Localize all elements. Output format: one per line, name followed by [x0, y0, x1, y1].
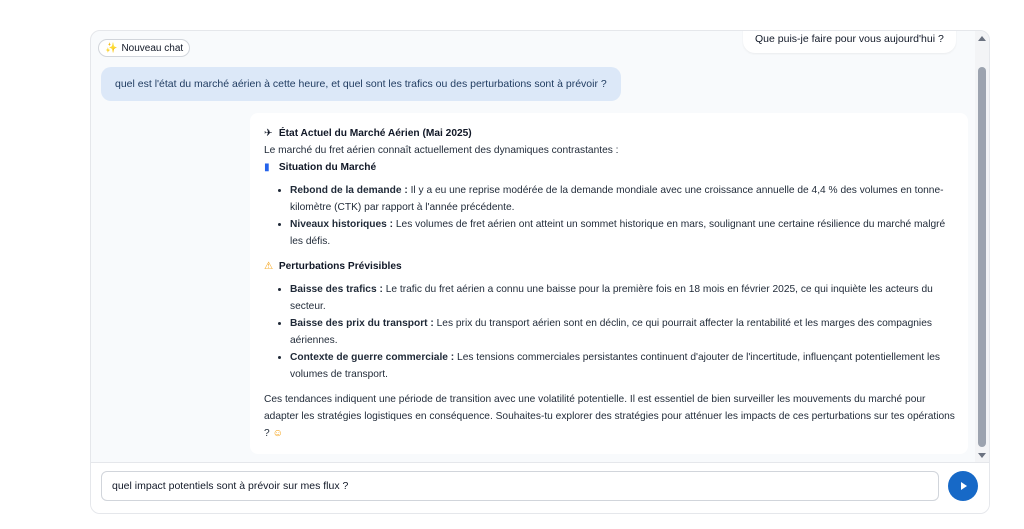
new-chat-button[interactable]	[98, 39, 190, 57]
scroll-up-arrow-icon[interactable]	[978, 36, 986, 41]
list-item-text: Le trafic du fret aérien a connu une baisse pour la première fois en 18 mois en février 2025, ce qui inquiète les acteurs du secteur.	[290, 284, 933, 312]
list-item-label: Baisse des prix du transport :	[290, 318, 434, 329]
list-item-text: Il y a eu une reprise modérée de la demande mondiale avec une croissance annuelle de 4,4 % des volumes en tonne-kilomètre (CTK) par rapport à l'année précédente.	[290, 185, 944, 213]
input-bar	[91, 462, 989, 513]
disruptions-list	[264, 281, 956, 383]
list-item-label: Baisse des trafics :	[290, 284, 383, 295]
list-item-label: Rebond de la demande :	[290, 185, 408, 196]
market-list	[264, 182, 956, 250]
list-item-text: Les tensions commerciales persistantes continuent d'ajouter de l'incertitude, influençant potentiellement les volumes de transport.	[290, 352, 941, 380]
list-item	[290, 216, 956, 250]
message-input[interactable]	[101, 471, 939, 501]
send-icon	[961, 482, 967, 490]
assistant-message	[250, 113, 968, 454]
chat-window	[90, 30, 990, 514]
scrollbar[interactable]	[975, 31, 989, 463]
list-item	[290, 349, 956, 383]
list-item-label: Contexte de guerre commerciale :	[290, 352, 455, 363]
assistant-intro: Le marché du fret aérien connaît actuellement des dynamiques contrastantes :	[264, 145, 619, 156]
list-item-text: Les volumes de fret aérien ont atteint un sommet historique en mars, soulignant une certaine résilience du marché malgré les défis.	[290, 219, 946, 247]
list-item	[290, 182, 956, 216]
new-chat-label: Nouveau chat	[121, 42, 184, 54]
assistant-greeting: Que puis-je faire pour vous aujourd'hui ?	[743, 31, 956, 53]
assistant-closing: Ces tendances indiquent une période de transition avec une volatilité potentielle. Il est essentiel de bien surveiller les mouvements du marché pour adapter les stratégies logistiques en conséquence. Souhaites-tu explorer des stratégies pour atténuer les impacts de ces perturbations sur tes opérations ?	[264, 394, 955, 439]
list-item-text: Les prix du transport aérien sont en déclin, ce qui pourrait affecter la rentabilité et les marges des compagnies aériennes.	[290, 318, 932, 346]
assistant-title: État Actuel du Marché Aérien (Mai 2025)	[278, 128, 472, 139]
list-item	[290, 281, 956, 315]
warning-icon: ⚠	[264, 261, 274, 272]
section-title-market: Situation du Marché	[278, 162, 377, 173]
airplane-icon: ✈	[264, 128, 273, 139]
sparkle-icon: ✨	[105, 42, 118, 54]
list-item	[290, 315, 956, 349]
smile-emoji-icon: ☺	[272, 428, 283, 439]
bar-chart-icon: ▮	[264, 162, 270, 173]
list-item-label: Niveaux historiques :	[290, 219, 394, 230]
section-title-disruptions: Perturbations Prévisibles	[278, 261, 402, 272]
scrollbar-thumb[interactable]	[978, 67, 986, 447]
chat-messages	[91, 31, 975, 463]
send-button[interactable]	[948, 471, 978, 501]
scroll-down-arrow-icon[interactable]	[978, 453, 986, 458]
user-message: quel est l'état du marché aérien à cette heure, et quel sont les trafics ou des perturbations sont à prévoir ?	[101, 67, 621, 101]
